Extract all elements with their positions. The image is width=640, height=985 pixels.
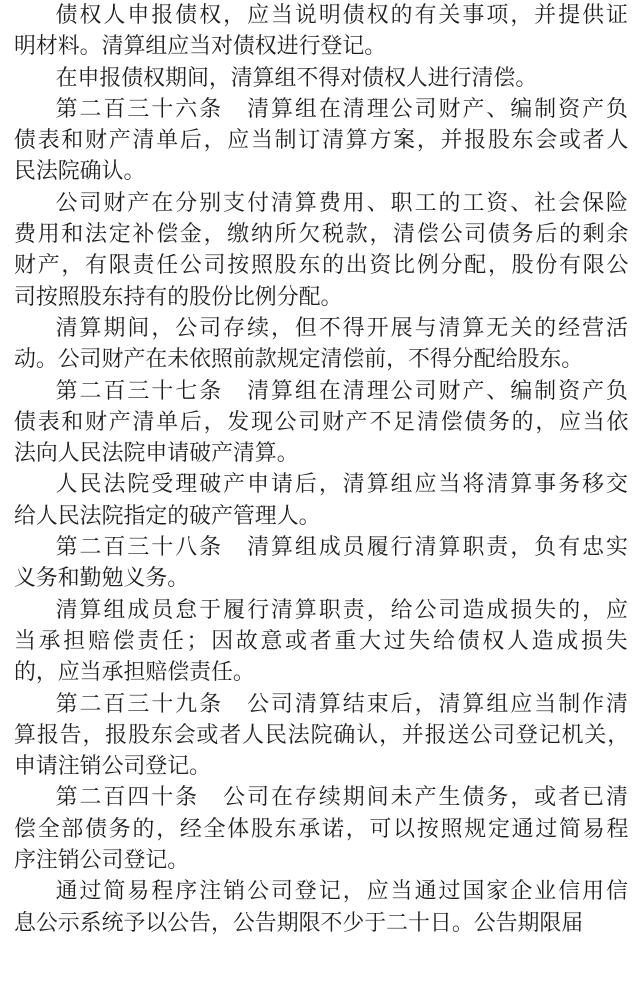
text-line: 通过简易程序注销公司登记，应当通过国家企业信用信 — [55, 879, 630, 905]
text-line: 明材料。清算组应当对债权进行登记。 — [14, 34, 387, 60]
text-line: 息公示系统予以公告，公告期限不少于二十日。公告期限届 — [14, 910, 584, 936]
document-body — [14, 0, 630, 939]
text-line: 财产，有限责任公司按照股东的出资比例分配，股份有限公 — [14, 253, 630, 279]
text-line: 第二百三十七条 清算组在清理公司财产、编制资产负 — [55, 378, 630, 404]
text-line: 司按照股东持有的股份比例分配。 — [14, 284, 343, 310]
text-line: 义务和勤勉义务。 — [14, 566, 190, 592]
text-line: 动。公司财产在未依照前款规定清偿前，不得分配给股东。 — [14, 347, 584, 373]
text-line: 人民法院受理破产申请后，清算组应当将清算事务移交 — [55, 472, 630, 498]
text-line: 清算期间，公司存续，但不得开展与清算无关的经营活 — [55, 315, 630, 341]
text-line: 的，应当承担赔偿责任。 — [14, 660, 255, 686]
text-line: 算报告，报股东会或者人民法院确认，并报送公司登记机关， — [14, 722, 630, 748]
text-line: 第二百四十条 公司在存续期间未产生债务，或者已清 — [55, 785, 630, 811]
text-line: 第二百三十九条 公司清算结束后，清算组应当制作清 — [55, 691, 630, 717]
text-line: 偿全部债务的，经全体股东承诺，可以按照规定通过简易程 — [14, 816, 630, 842]
text-line: 在申报债权期间，清算组不得对债权人进行清偿。 — [55, 65, 538, 91]
text-line: 债权人申报债权，应当说明债权的有关事项，并提供证 — [55, 3, 630, 28]
text-line: 费用和法定补偿金，缴纳所欠税款，清偿公司债务后的剩余 — [14, 222, 630, 248]
text-line: 法向人民法院申请破产清算。 — [14, 441, 299, 467]
text-line: 民法院确认。 — [14, 159, 146, 185]
text-line: 债表和财产清单后，应当制订清算方案，并报股东会或者人 — [14, 128, 630, 154]
text-line: 第二百三十八条 清算组成员履行清算职责，负有忠实 — [55, 535, 630, 561]
text-line: 当承担赔偿责任；因故意或者重大过失给债权人造成损失 — [14, 628, 630, 654]
text-line: 第二百三十六条 清算组在清理公司财产、编制资产负 — [55, 96, 630, 122]
text-line: 申请注销公司登记。 — [14, 754, 212, 780]
text-line: 给人民法院指定的破产管理人。 — [14, 503, 321, 529]
text-line: 序注销公司登记。 — [14, 848, 190, 874]
text-line: 清算组成员怠于履行清算职责，给公司造成损失的，应 — [55, 597, 630, 623]
text-line: 公司财产在分别支付清算费用、职工的工资、社会保险 — [55, 190, 630, 216]
text-line: 债表和财产清单后，发现公司财产不足清偿债务的，应当依 — [14, 409, 630, 435]
